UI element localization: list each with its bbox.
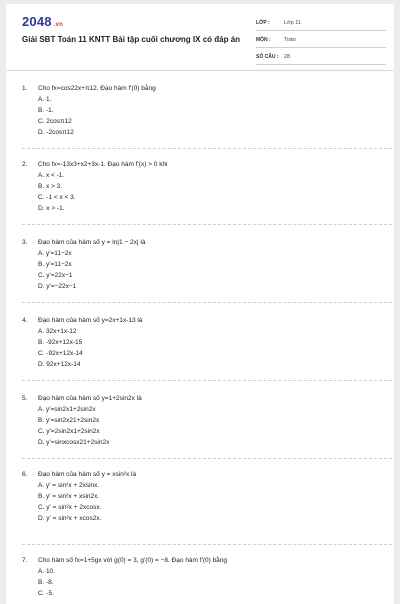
answer-option[interactable]: C. -1 < x < 3.	[38, 194, 76, 201]
question-stem	[22, 84, 392, 94]
option-list	[38, 170, 392, 214]
answer-option[interactable]: A. 1.	[38, 96, 52, 103]
meta-row-subject	[256, 33, 386, 48]
option-list	[38, 566, 392, 599]
document-page	[6, 4, 394, 604]
option-list	[38, 326, 392, 370]
question-text: Đạo hàm của hàm số y = ln|1 − 2x| là	[38, 239, 146, 246]
option-list	[38, 94, 392, 138]
answer-option[interactable]: A. 10.	[38, 568, 55, 575]
meta-label: SỐ CÂU :	[256, 54, 279, 60]
answer-option[interactable]: A. 32x+1x-12	[38, 328, 77, 335]
answer-option[interactable]: B. y'=11−2x	[38, 261, 72, 268]
question-stem	[22, 238, 392, 248]
question-number: 5.	[22, 395, 28, 402]
question-stem	[22, 556, 392, 566]
logo-suffix: .vn	[53, 22, 64, 28]
question-number: 3.	[22, 239, 28, 246]
question-divider	[22, 544, 392, 545]
answer-option[interactable]: D. y'=−22x−1	[38, 283, 77, 290]
meta-value: Lớp 11	[284, 20, 301, 26]
answer-option[interactable]: A. y' = sin²x + 2xsinx.	[38, 482, 100, 489]
option-list	[38, 480, 392, 524]
header	[6, 4, 394, 71]
question-text: Cho hàm số fx=1+5gx với g(0) = 3, g'(0) = −8. Đạo hàm f'(0) bằng	[38, 557, 228, 564]
question-text: Cho fx=-13x3+x2+3x-1. Đạo hàm f'(x) > 0 khi	[38, 161, 168, 168]
answer-option[interactable]: C. y'=2sin2x1+2sin2x	[38, 428, 100, 435]
answer-option[interactable]: D. y'=sinxcosx21+2sin2x	[38, 439, 110, 446]
answer-option[interactable]: C. y' = sin²x + 2xcosx.	[38, 504, 102, 511]
answer-option[interactable]: B. -92x+12x-15	[38, 339, 83, 346]
answer-option[interactable]: B. -8.	[38, 579, 54, 586]
meta-value: 28	[284, 54, 291, 60]
answer-option[interactable]: D. y' = sin²x + xcos2x.	[38, 515, 102, 522]
question-divider	[22, 380, 392, 381]
answer-option[interactable]: A. y'=11−2x	[38, 250, 72, 257]
answer-option[interactable]: A. y'=sin2x1+2sin2x	[38, 406, 96, 413]
question-stem	[22, 160, 392, 170]
question-item	[22, 316, 392, 370]
option-list	[38, 248, 392, 292]
question-divider	[22, 302, 392, 303]
answer-option[interactable]: B. y'=sin2x21+2sin2x	[38, 417, 100, 424]
question-number: 7.	[22, 557, 28, 564]
meta-value: Toán	[284, 37, 296, 43]
logo-text: 2048	[22, 14, 52, 29]
question-item	[22, 394, 392, 448]
meta-panel	[256, 16, 386, 67]
answer-option[interactable]: C. -92x+12x-14	[38, 350, 83, 357]
question-number: 6.	[22, 471, 28, 478]
question-number: 4.	[22, 317, 28, 324]
question-text: Đạo hàm của hàm số y=1+2sin2x là	[38, 395, 142, 402]
meta-label: LỚP :	[256, 20, 270, 26]
answer-option[interactable]: C. 2cosπ12	[38, 118, 72, 125]
page-title: Giải SBT Toán 11 KNTT Bài tập cuối chương IX có đáp án	[22, 35, 241, 44]
meta-label: MÔN :	[256, 37, 271, 43]
answer-option[interactable]: B. -1.	[38, 107, 54, 114]
answer-option[interactable]: B. y' = sin²x + xsin2x.	[38, 493, 100, 500]
question-item	[22, 238, 392, 292]
question-divider	[22, 148, 392, 149]
answer-option[interactable]: D. x > -1.	[38, 205, 65, 212]
question-text: Cho fx=cos22x+π12. Đạo hàm f'(0) bằng	[38, 85, 156, 92]
question-number: 2.	[22, 161, 28, 168]
answer-option[interactable]: C. -5.	[38, 590, 54, 597]
question-stem	[22, 316, 392, 326]
meta-row-class	[256, 16, 386, 31]
question-divider	[22, 458, 392, 459]
answer-option[interactable]: A. x < -1.	[38, 172, 65, 179]
answer-option[interactable]: C. y'=22x−1	[38, 272, 73, 279]
answer-option[interactable]: B. x > 3.	[38, 183, 63, 190]
option-list	[38, 404, 392, 448]
question-text: Đạo hàm của hàm số y = xsin²x là	[38, 471, 137, 478]
site-logo[interactable]	[22, 14, 63, 29]
question-item	[22, 470, 392, 524]
question-item	[22, 84, 392, 138]
question-divider	[22, 224, 392, 225]
answer-option[interactable]: D. 92x+12x-14	[38, 361, 81, 368]
answer-option[interactable]: D. -2cosπ12	[38, 129, 74, 136]
meta-row-count	[256, 50, 386, 65]
question-number: 1.	[22, 85, 28, 92]
question-text: Đạo hàm của hàm số y=2x+1x-13 là	[38, 317, 143, 324]
question-stem	[22, 394, 392, 404]
question-item	[22, 160, 392, 214]
question-item	[22, 556, 392, 599]
question-stem	[22, 470, 392, 480]
